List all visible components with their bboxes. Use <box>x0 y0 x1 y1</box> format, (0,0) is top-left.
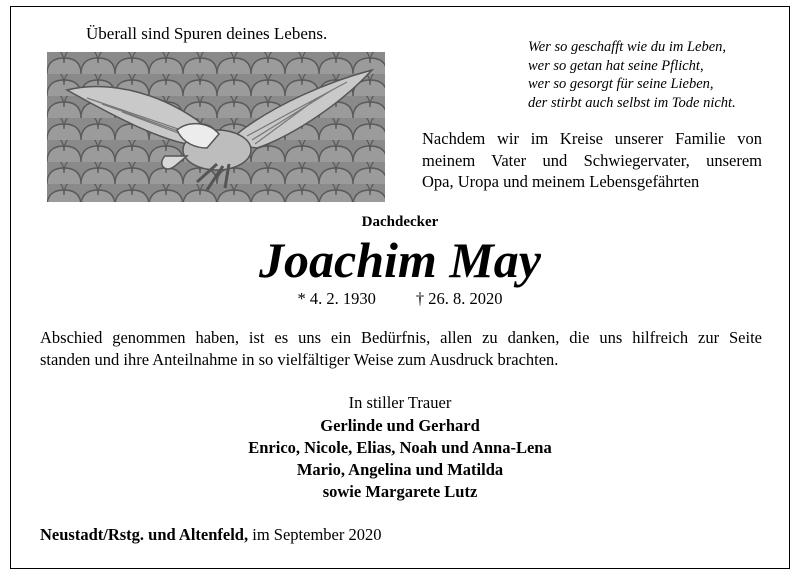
poem-line: wer so gesorgt für seine Lieben, <box>528 76 714 92</box>
deceased-name: Joachim May <box>259 232 541 288</box>
thanks-line: standen und ihre Anteilnahme in so vielfältiger Weise zum Ausdruck brachten. <box>40 350 559 369</box>
occupation: Dachdecker <box>361 214 439 230</box>
intro-text <box>422 128 762 193</box>
mourner-line: Gerlinde und Gerhard <box>320 416 480 435</box>
poem-line: Wer so geschafft wie du im Leben, <box>528 39 727 55</box>
top-caption: Überall sind Spuren deines Lebens. <box>86 24 328 43</box>
mourner-line: Mario, Angelina und Matilda <box>296 460 504 479</box>
mourner-line: Enrico, Nicole, Elias, Noah und Anna-Lena <box>248 438 552 457</box>
poem-line: der stirbt auch selbst im Tode nicht. <box>528 94 736 111</box>
birth-date: * 4. 2. 1930 <box>297 289 376 308</box>
poem-line: wer so getan hat seine Pflicht, <box>528 57 704 74</box>
life-dates <box>0 289 800 309</box>
mourning-intro: In stiller Trauer <box>348 393 452 412</box>
intro-line: meinem Vater und Schwiegervater, unserem <box>422 150 762 170</box>
mourners-list <box>0 415 800 503</box>
closing-date: im September 2020 <box>248 525 382 544</box>
mourner-line: sowie Margarete Lutz <box>322 482 478 501</box>
intro-line: Nachdem wir im Kreise unserer Familie von <box>422 129 762 148</box>
thanks-line: Abschied genommen haben, ist es uns ein Bedürfnis, allen zu danken, die uns hilfreich zur Seite <box>40 328 762 347</box>
death-date: † 26. 8. 2020 <box>415 289 503 308</box>
closing-line <box>40 525 381 545</box>
eagle-relief-icon <box>47 52 385 202</box>
eagle-relief-photo <box>47 52 385 202</box>
closing-place: Neustadt/Rstg. und Altenfeld, <box>40 525 249 544</box>
thanks-text <box>40 327 762 371</box>
intro-line: Opa, Uropa und meinem Lebensgefährten <box>422 172 700 191</box>
poem <box>528 38 736 112</box>
